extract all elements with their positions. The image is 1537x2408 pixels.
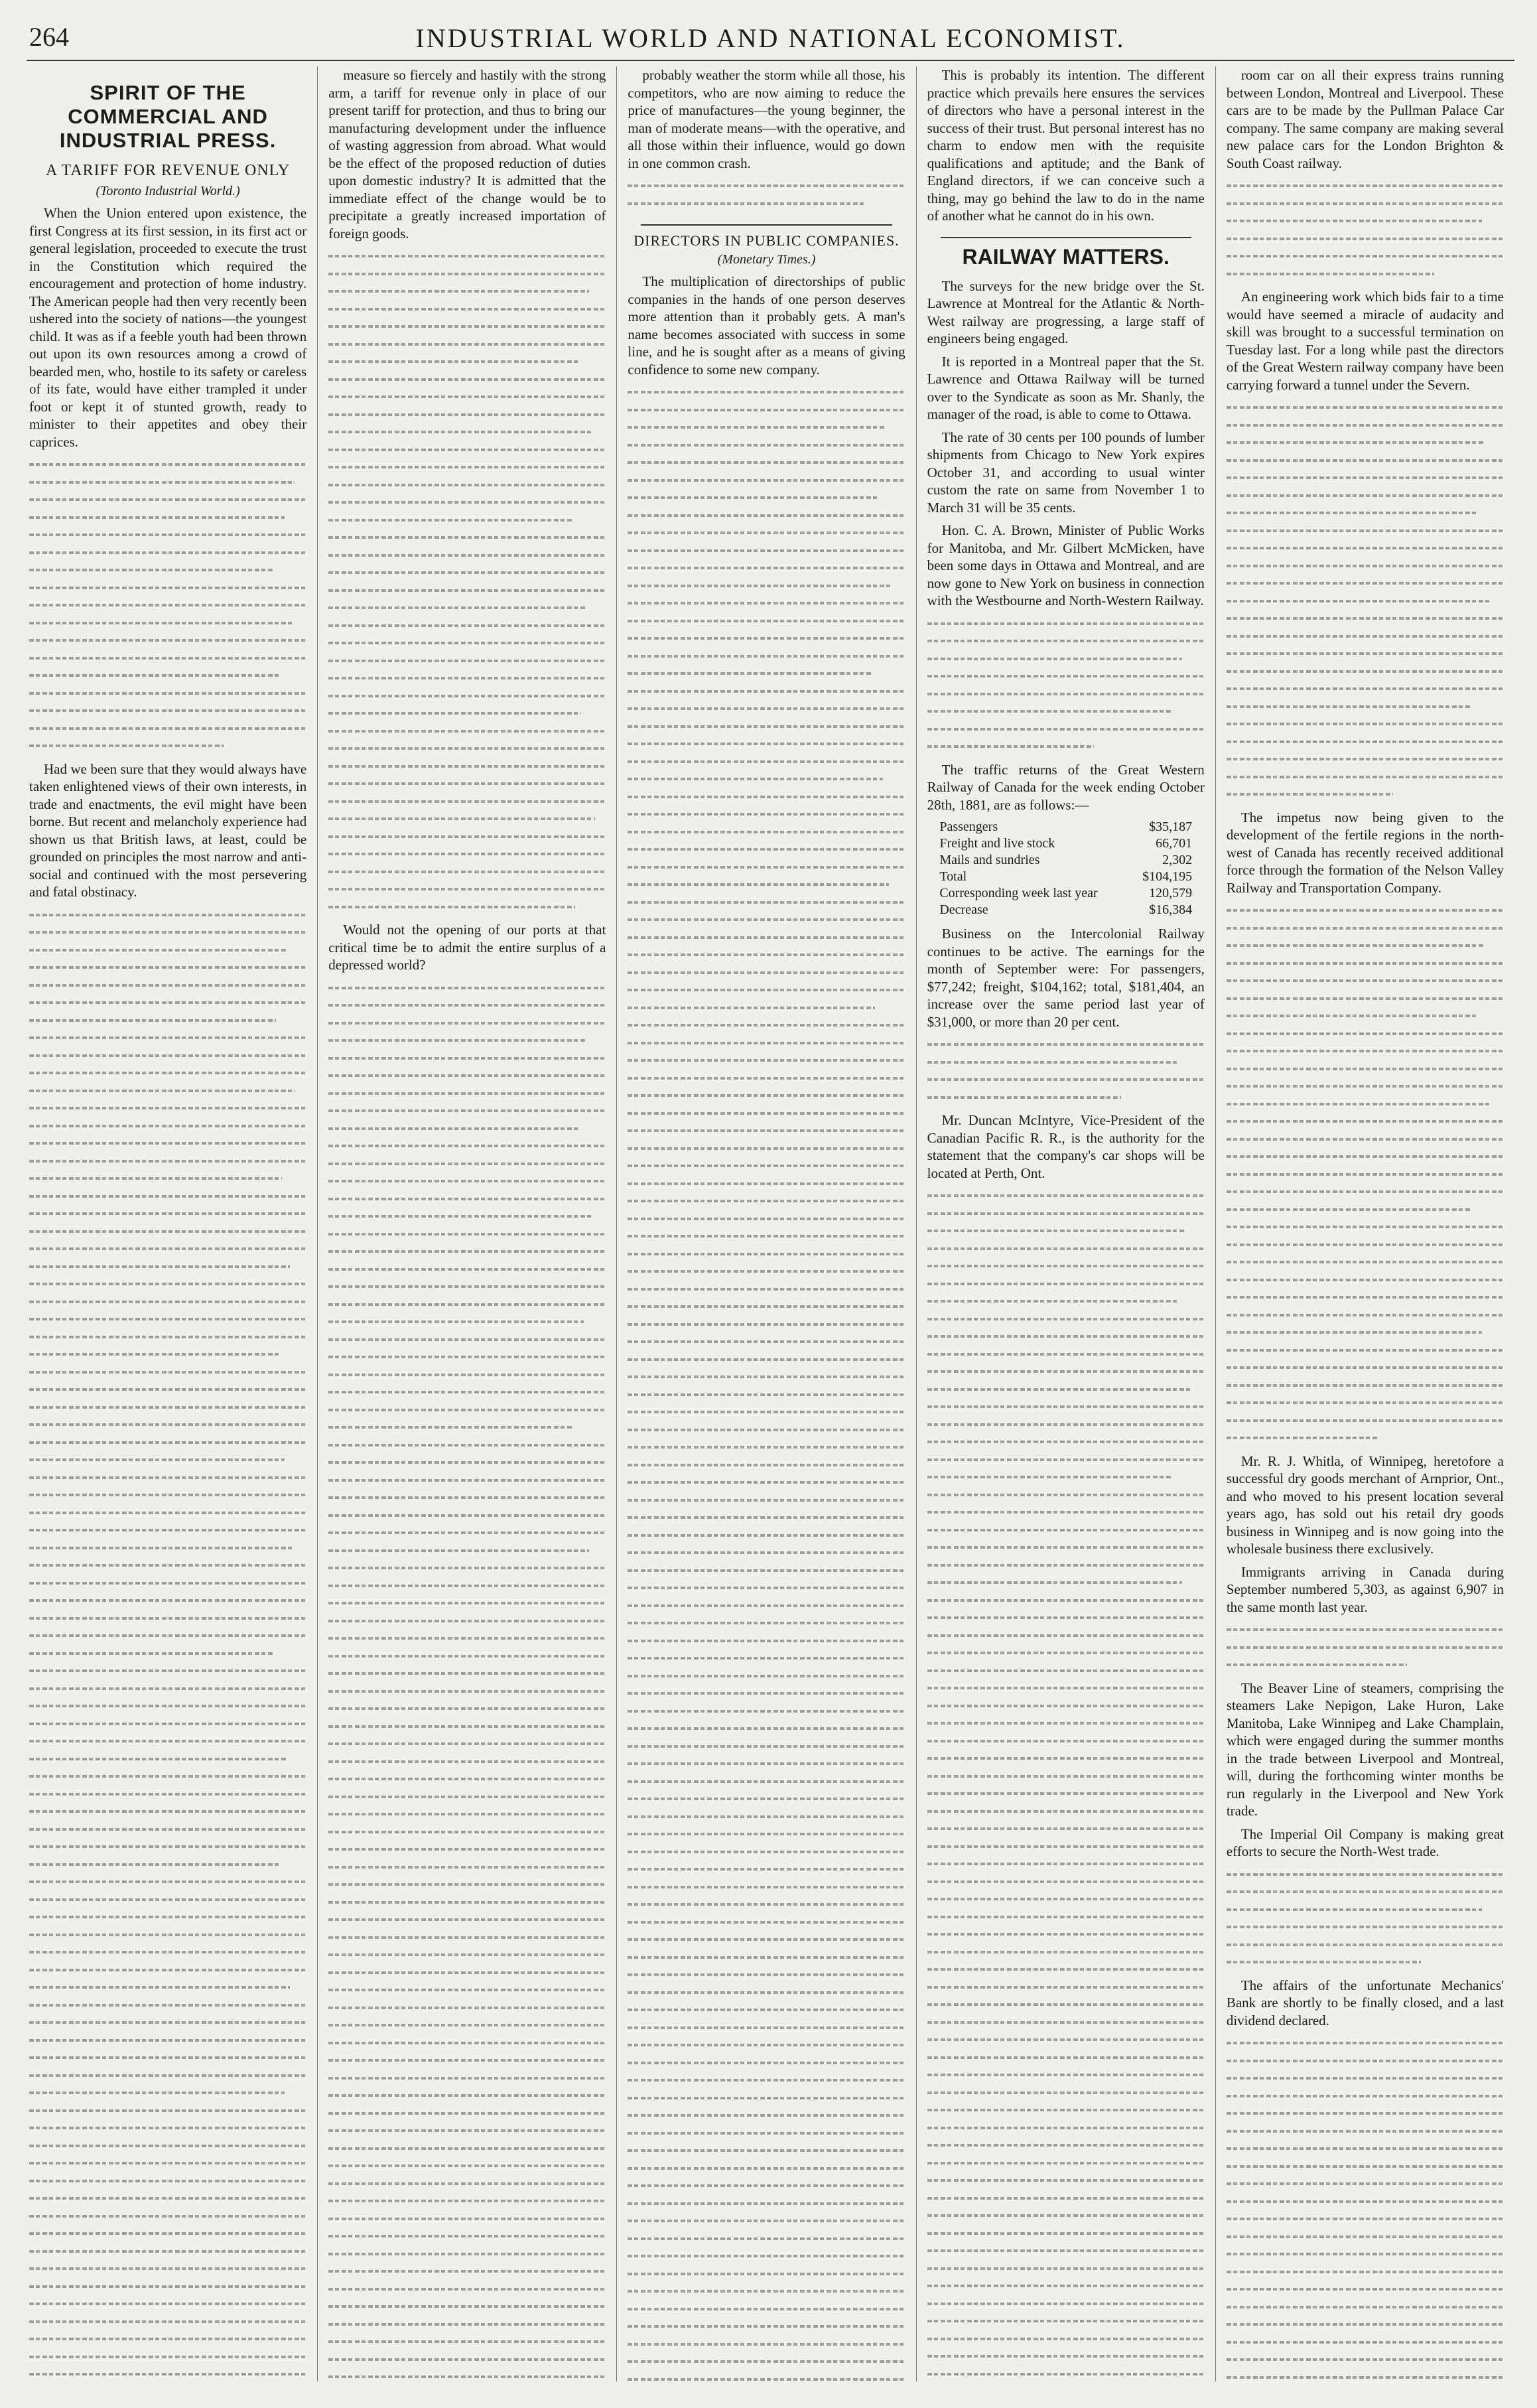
article-title-tariff: A TARIFF FOR REVENUE ONLY <box>45 162 291 179</box>
paragraph: Hon. C. A. Brown, Minister of Public Works for Manitoba, and Mr. Gilbert McMicken, have been some days in Ottawa and Montreal, and are now gone to New York on business in connection with the Westbourne and North-Western Railway. <box>927 522 1205 608</box>
paragraph: The affairs of the unfortunate Mechanics' Bank are shortly to be finally closed, and a last dividend declared. <box>1226 1977 1504 2028</box>
paragraph: measure so fiercely and hastily with the strong arm, a tariff for revenue only in place of our present tariff for protection, and thus to bring our manufacturing development under the influence of wasting aggression from abroad. What would be the effect of the proposed reduction of duties upon domestic industry? It is admitted that the immediate effect of the change would be to precipitate a greatly increased importation of foreign goods. <box>328 67 606 242</box>
column-1 <box>27 66 317 2381</box>
paragraph: The impetus now being given to the development of the fertile regions in the north-west of Canada has recently received additional force through the formation of the Nelson Valley Railway and Transportation Company. <box>1226 809 1504 896</box>
paragraph: The traffic returns of the Great Western Railway of Canada for the week ending October 28th, 1881, are as follows:— <box>927 761 1205 813</box>
paragraph: room car on all their express trains running between London, Montreal and Liverpool. These cars are to be made by the Pullman Palace Car company. The same company are making several new palace cars for the London Brighton & South Coast railway. <box>1226 67 1504 171</box>
paragraph: It is reported in a Montreal paper that the St. Lawrence and Ottawa Railway will be turned over to the Syndicate as soon as Mr. Shanly, the manager of the road, is able to come to Ottawa. <box>927 353 1205 422</box>
illegible-text-block <box>1227 2034 1504 2381</box>
section-heading-commercial-press: SPIRIT OF THE COMMERCIAL AND INDUSTRIAL PRESS. <box>59 81 277 152</box>
illegible-text-block <box>628 177 905 212</box>
illegible-text-block <box>927 1187 1205 2381</box>
paragraph: An engineering work which bids fair to a time would have seemed a miracle of audacity and skill was brought to a successful termination on Tuesday last. For a long while past the directors of the Great Western railway company have been carrying forward a tunnel under the Severn. <box>1226 289 1504 393</box>
table-row: Mails and sundries 2,302 <box>939 853 1193 867</box>
section-rule <box>941 237 1191 238</box>
publication-title: INDUSTRIAL WORLD AND NATIONAL ECONOMIST. <box>415 23 1126 53</box>
table-row: Corresponding week last year 120,579 <box>939 886 1193 900</box>
paragraph: When the Union entered upon existence, the first Congress at its first session, in its first act or general legislation, proceeded to execute the trust in the Constitution which required the encouragement and protection of home industry. The American people had then very recently been ushered into the society of nations—the youngest child. It was as if a feeble youth had been thrown out upon its own resources among a crowd of bearded men, who, hostile to its safety or careless of its fate, would have either trampled it under foot or kept it of stunted growth, ready to minister to their appetites and obey their caprices. <box>29 205 307 450</box>
table-row: Decrease $16,384 <box>939 902 1193 917</box>
paragraph: The surveys for the new bridge over the St. Lawrence at Montreal for the Atlantic & North-West railway are progressing, a large staff of engineers being engaged. <box>927 277 1205 346</box>
illegible-text-block <box>628 384 905 2381</box>
article-source: (Toronto Industrial World.) <box>96 184 240 198</box>
paragraph: Business on the Intercolonial Railway continues to be active. The earnings for the month of September were: For passengers, $77,242; freight, $104,162; total, $181,404, an increase over the same period last year of $31,000, or more than 20 per cent. <box>927 926 1205 1030</box>
table-row: Passengers $35,187 <box>939 819 1193 834</box>
paragraph: Immigrants arriving in Canada during September numbered 5,303, as against 6,907 in the same month last year. <box>1226 1563 1504 1615</box>
illegible-text-block <box>1227 1866 1504 1971</box>
illegible-text-block <box>927 1036 1205 1106</box>
page-number: 264 <box>29 22 69 52</box>
paragraph: The multiplication of directorships of public companies in the hands of one person deserves more attention than it probably gets. A man's name becomes associated with success in some line, and he is sought after as a means of giving confidence to some new company. <box>628 273 905 378</box>
illegible-text-block <box>29 906 306 2382</box>
illegible-text-block <box>29 456 306 755</box>
paragraph: Would not the opening of our ports at that critical time be to admit the entire surplus of a depressed world? <box>328 922 606 973</box>
section-heading-railway: RAILWAY MATTERS. <box>962 244 1169 269</box>
illegible-text-block <box>1227 1621 1504 1674</box>
paragraph: The Imperial Oil Company is making great efforts to secure the North-West trade. <box>1226 1825 1504 1859</box>
paragraph: Mr. Duncan McIntyre, Vice-President of the Canadian Pacific R. R., is the authority for the statement that the company's car shops will be located at Perth, Ont. <box>927 1112 1205 1181</box>
table-row: Total $104,195 <box>939 869 1193 884</box>
column-2 <box>317 66 616 2381</box>
traffic-returns-table <box>938 819 1193 918</box>
paragraph: The Beaver Line of steamers, comprising the steamers Lake Nepigon, Lake Huron, Lake Manitoba, Lake Winnipeg and Lake Champlain, which were engaged during the summer months in the trade between Liverpool and Montreal, will, during the forthcoming winter months be run regularly in the Liverpool and New York trade. <box>1226 1679 1504 1819</box>
paragraph: This is probably its intention. The different practice which prevails here ensures the services of directors who have a personal interest in the success of their trust. But personal interest has no charm to endow men with the requisite qualifications and aptitude; and the Bank of England directors, if we can conceive such a thing, may go behind the law to do in the name of another what he cannot do in his own. <box>927 67 1205 224</box>
paragraph: probably weather the storm while all those, his competitors, who are now aiming to reduce the price of manufactures—the young beginner, the man of moderate means—with the operative, and all those within their influence, would go down in one common crash. <box>628 67 905 171</box>
column-5 <box>1215 66 1514 2381</box>
running-head <box>27 19 1514 61</box>
article-columns <box>27 66 1514 2381</box>
column-3 <box>616 66 915 2381</box>
paragraph: Had we been sure that they would always have taken enlightened views of their own interests, in trade and enactments, the evil might have been borne. But recent and melancholy experience had shown us that British laws, at least, could be grounded on principles the most narrow and anti-social and continued with the most persevering and fatal obstinacy. <box>29 760 307 900</box>
illegible-text-block <box>927 615 1205 756</box>
table-row: Freight and live stock 66,701 <box>939 836 1193 851</box>
illegible-text-block <box>1227 177 1504 283</box>
illegible-text-block <box>1227 902 1504 1447</box>
illegible-text-block <box>328 979 606 2382</box>
section-heading-directors: DIRECTORS IN PUBLIC COMPANIES. <box>634 232 900 249</box>
column-4 <box>916 66 1215 2381</box>
illegible-text-block <box>328 248 606 916</box>
paragraph: Mr. R. J. Whitla, of Winnipeg, heretofore a successful dry goods merchant of Arnprior, Ont., and who moved to his present location several years ago, has sold out his retail dry goods business in Winnipeg and is now going into the wholesale business there exclusively. <box>1226 1452 1504 1557</box>
section-rule <box>641 224 892 226</box>
article-source: (Monetary Times.) <box>717 252 816 267</box>
paragraph: The rate of 30 cents per 100 pounds of lumber shipments from Chicago to New York expires October 31, and according to usual winter custom the rate on same from November 1 to March 31 will be 35 cents. <box>927 429 1205 516</box>
illegible-text-block <box>1227 399 1504 804</box>
